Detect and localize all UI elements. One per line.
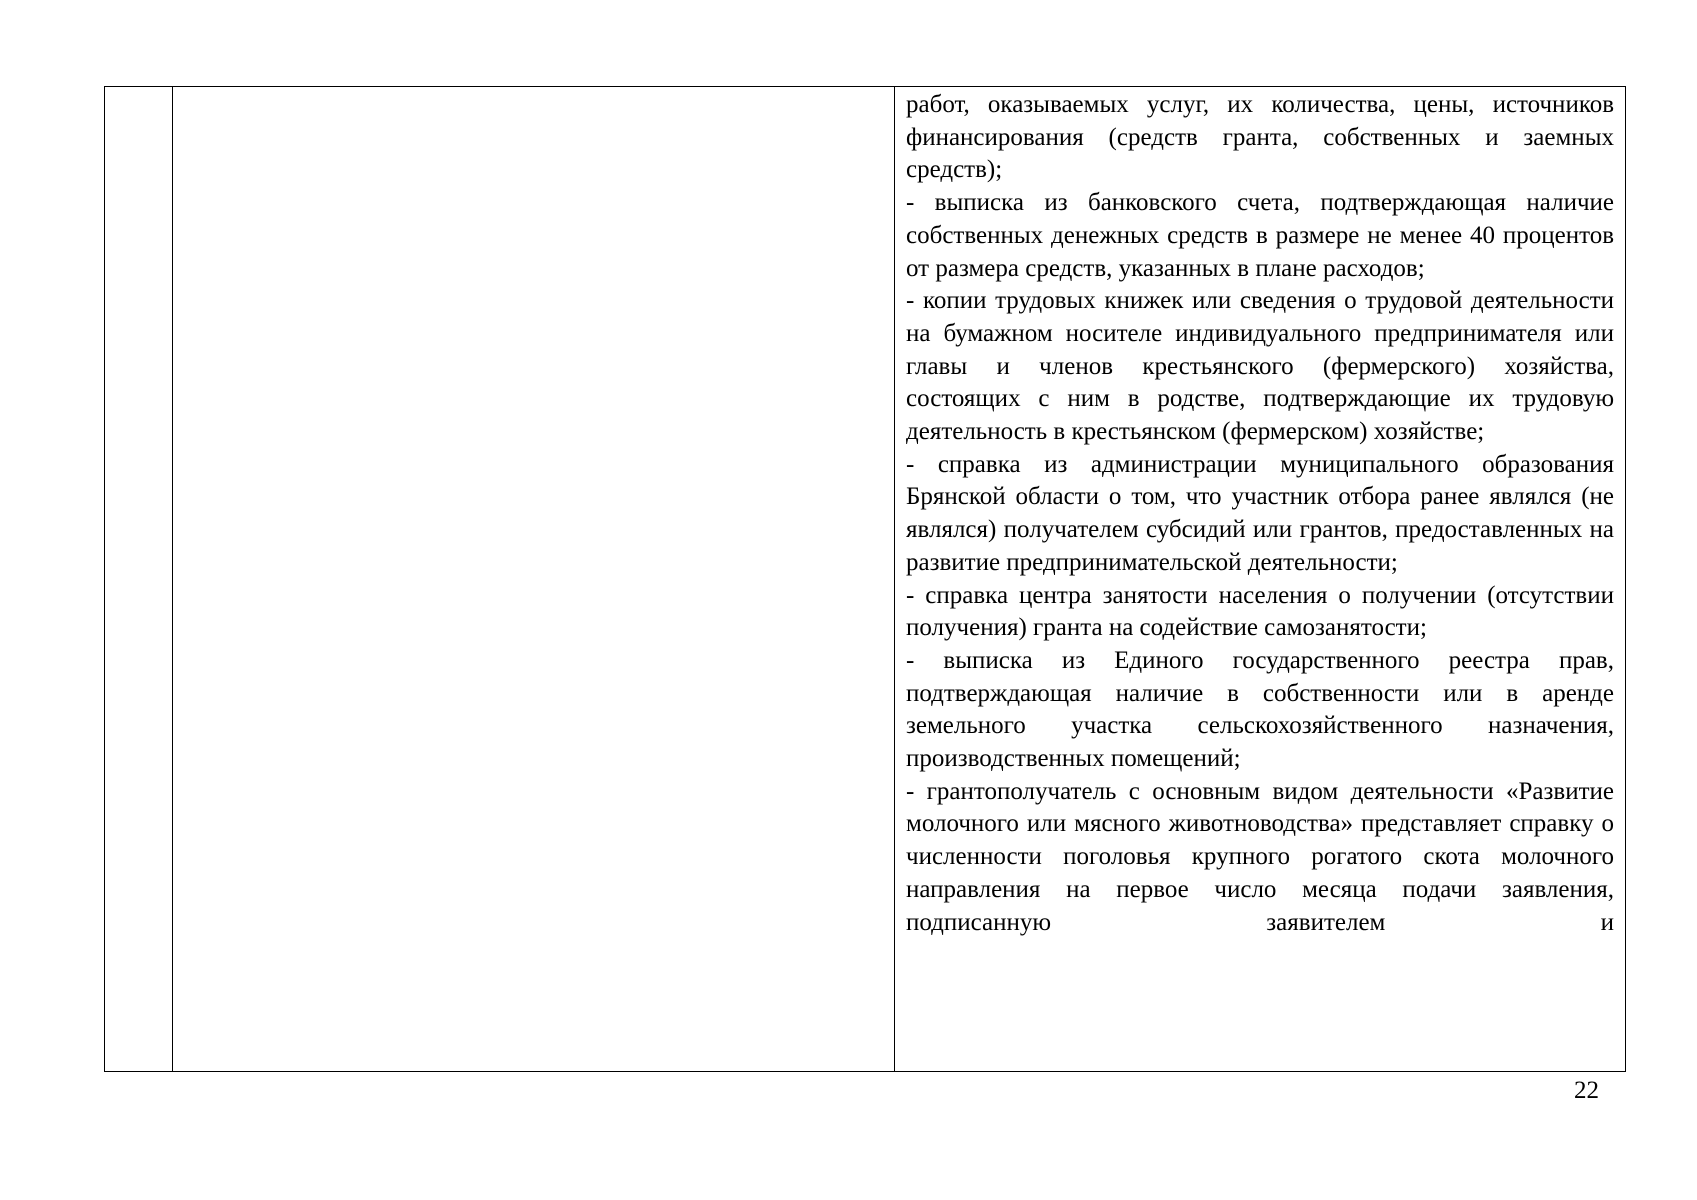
paragraph: - грантополучатель с основным видом деятельности «Развитие молочного или мясного животноводства» представляет справку о численности поголовья крупного рогатого скота молочного направления на первое число месяца подачи заявления, подписанную заявителем и xyxy=(906,777,1614,936)
requirements-cell xyxy=(895,87,1625,1071)
document-table xyxy=(104,86,1626,1072)
paragraph: - справка центра занятости населения о получении (отсутствии получения) гранта на содействие самозанятости; xyxy=(906,581,1614,642)
paragraph: - выписка из Единого государственного реестра прав, подтверждающая наличие в собственности или в аренде земельного участка сельскохозяйственного назначения, производственных помещений; xyxy=(906,646,1614,773)
number-cell xyxy=(105,87,173,1071)
paragraph: - справка из администрации муниципального образования Брянской области о том, что участник отбора ранее являлся (не являлся) получателем субсидий или грантов, предоставленных на развитие предпринимательской деятельности; xyxy=(906,450,1614,576)
paragraph: работ, оказываемых услуг, их количества, цены, источников финансирования (средств гранта, собственных и заемных средств); xyxy=(906,91,1614,184)
name-cell xyxy=(173,87,895,1071)
paragraph: - копии трудовых книжек или сведения о трудовой деятельности на бумажном носителе индивидуального предпринимателя или главы и членов крестьянского (фермерского) хозяйства, состоящих с ним в родстве, подтверждающие их трудовую деятельность в крестьянском (фермерском) хозяйстве; xyxy=(906,287,1614,446)
page-number: 22 xyxy=(1574,1077,1599,1104)
paragraph: - выписка из банковского счета, подтверждающая наличие собственных денежных средств в размере не менее 40 процентов от размера средств, указанных в плане расходов; xyxy=(906,189,1614,282)
